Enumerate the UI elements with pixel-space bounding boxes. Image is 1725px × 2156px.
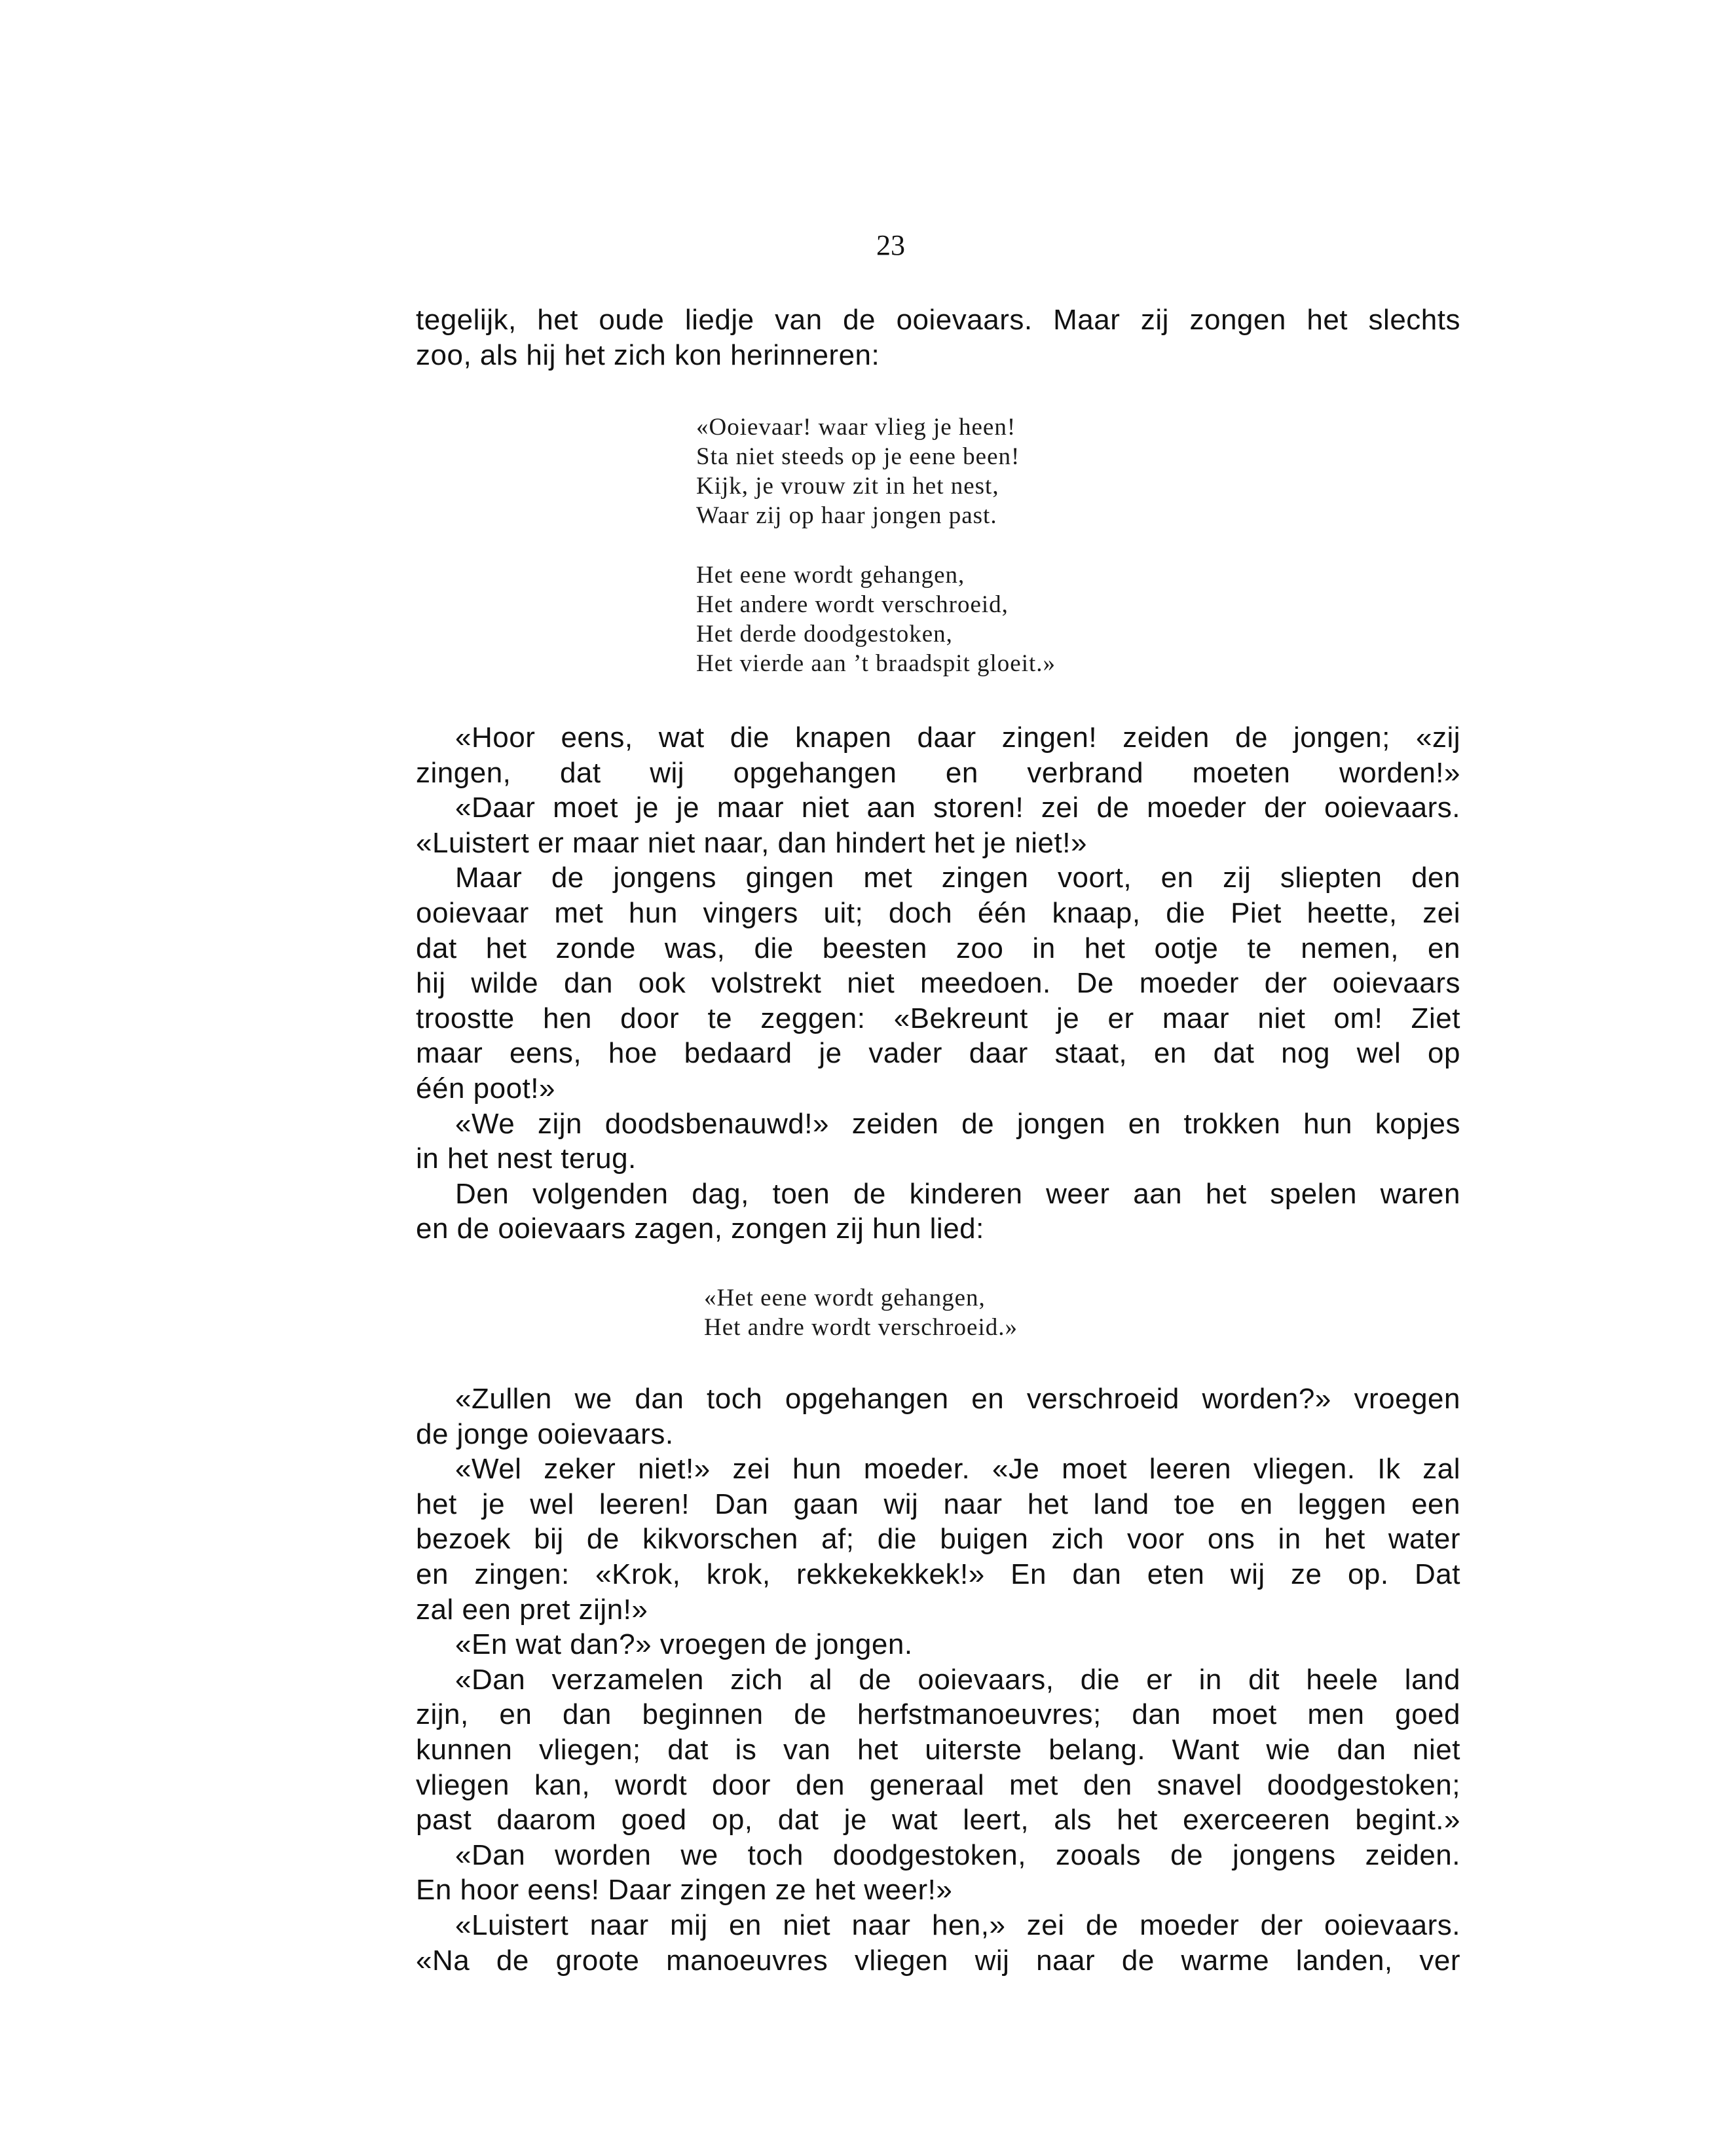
text-line: ooievaar met hun vingers uit; doch één knaap, die Piet heette, zei [416,896,1460,929]
text-line: kunnen vliegen; dat is van het uiterste belang. Want wie dan niet [416,1733,1460,1766]
text-line: «En wat dan?» vroegen de jongen. [455,1628,913,1661]
verse-line: Sta niet steeds op je eene been! [696,443,1020,470]
text-line: hij wilde dan ook volstrekt niet meedoen. De moeder der ooievaars [416,967,1460,1000]
text-line: Maar de jongens gingen met zingen voort, en zij sliepten den [455,862,1460,894]
verse-line: Het derde doodgestoken, [696,621,953,648]
text-line: «Hoor eens, wat die knapen daar zingen! zeiden de jongen; «zij [455,722,1460,754]
text-line: dat het zonde was, die beesten zoo in het ootje te nemen, en [416,932,1460,964]
verse-line: Het andere wordt verschroeid, [696,591,1009,618]
text-line: de jonge ooievaars. [416,1417,674,1450]
text-line: maar eens, hoe bedaard je vader daar staat, en dat nog wel op [416,1037,1460,1070]
verse-line: «Ooievaar! waar vlieg je heen! [696,414,1016,441]
text-line: En hoor eens! Daar zingen ze het weer!» [416,1874,953,1907]
text-line: tegelijk, het oude liedje van de ooievaars. Maar zij zongen het slechts [416,304,1460,336]
paragraph-block-b [416,720,1460,1247]
paragraph-block-c [416,1381,1460,1978]
poem-verse-2 [704,1283,1018,1342]
paragraph-block-a [416,302,1460,373]
page-number: 23 [876,229,905,261]
poem-stanza [696,412,1056,530]
text-line: Den volgenden dag, toen de kinderen weer aan het spelen waren [455,1177,1460,1210]
poem-stanza [704,1283,1018,1342]
verse-line: Waar zij op haar jongen past. [696,502,997,529]
text-line: «We zijn doodsbenauwd!» zeiden de jongen en trokken hun kopjes [455,1107,1460,1140]
text-line: «Zullen we dan toch opgehangen en verschroeid worden?» vroegen [455,1383,1460,1415]
text-line: «Na de groote manoeuvres vliegen wij naar de warme landen, ver [416,1944,1460,1977]
text-line: «Dan verzamelen zich al de ooievaars, die er in dit heele land [455,1663,1460,1696]
text-line: «Wel zeker niet!» zei hun moeder. «Je moet leeren vliegen. Ik zal [455,1453,1460,1486]
text-line: «Daar moet je je maar niet aan storen! zei de moeder der ooievaars. [455,792,1460,824]
verse-line: Het andre wordt verschroeid.» [704,1314,1018,1341]
verse-line: Het vierde aan ’t braadspit gloeit.» [696,650,1056,677]
text-line: en zingen: «Krok, krok, rekkekekkek!» En dan eten wij ze op. Dat [416,1558,1460,1590]
verse-line: «Het eene wordt gehangen, [704,1285,986,1311]
text-line: troostte hen door te zeggen: «Bekreunt je er maar niet om! Ziet [416,1002,1460,1034]
text-line: bezoek bij de kikvorschen af; die buigen zich voor ons in het water [416,1523,1460,1556]
poem-stanza [696,560,1056,678]
poem-verse-1 [696,412,1056,678]
text-line: het je wel leeren! Dan gaan wij naar het land toe en leggen een [416,1488,1460,1520]
text-line: zal een pret zijn!» [416,1593,648,1626]
verse-line: Kijk, je vrouw zit in het nest, [696,473,999,500]
text-line: vliegen kan, wordt door den generaal met den snavel doodgestoken; [416,1768,1460,1801]
text-line: in het nest terug. [416,1142,637,1175]
verse-line: Het eene wordt gehangen, [696,562,965,589]
text-line: één poot!» [416,1072,555,1105]
text-line: past daarom goed op, dat je wat leert, als het exerceeren begint.» [416,1804,1460,1836]
text-line: en de ooievaars zagen, zongen zij hun lied: [416,1213,984,1245]
text-line: zoo, als hij het zich kon herinneren: [416,338,880,371]
text-line: zijn, en dan beginnen de herfstmanoeuvres; dan moet men goed [416,1698,1460,1731]
text-line: «Luistert naar mij en niet naar hen,» zei de moeder der ooievaars. [455,1909,1460,1941]
text-line: zingen, dat wij opgehangen en verbrand moeten worden!» [416,756,1460,789]
text-line: «Dan worden we toch doodgestoken, zooals de jongens zeiden. [455,1838,1460,1871]
text-line: «Luistert er maar niet naar, dan hindert het je niet!» [416,826,1087,859]
